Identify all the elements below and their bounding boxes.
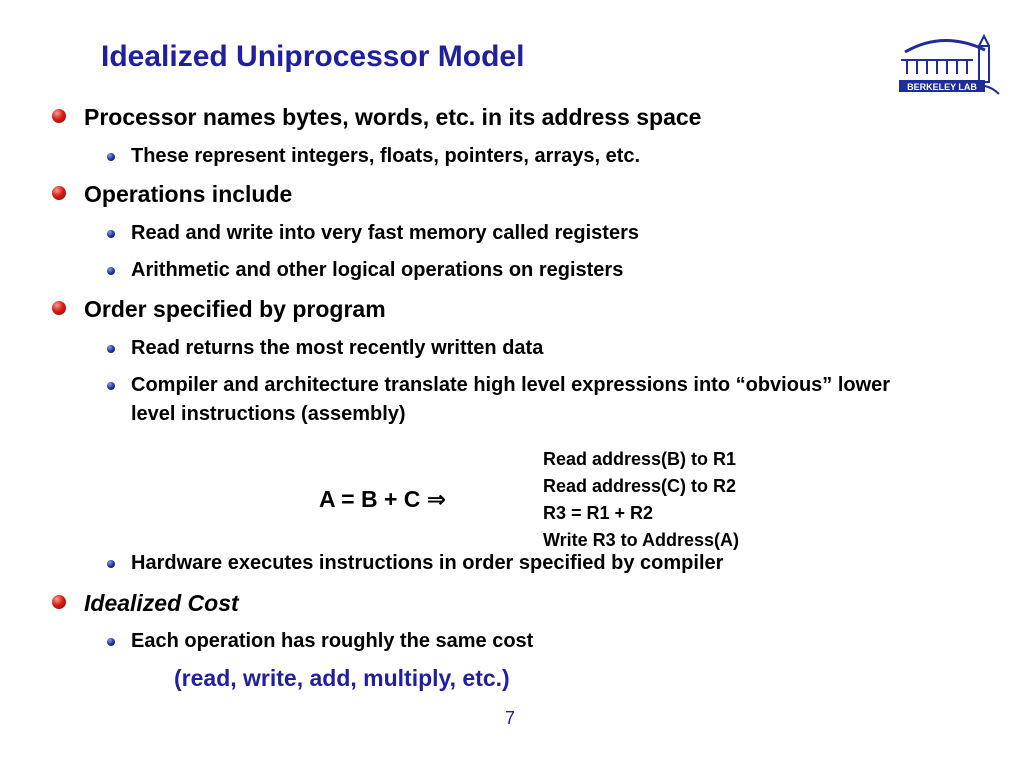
bullet-text: Idealized Cost: [84, 590, 239, 616]
sub-bullet-2-1: [131, 219, 639, 248]
sub-bullet-1-1: [131, 142, 640, 171]
logo-label: BERKELEY LAB: [907, 82, 977, 92]
sub-bullet-text: Read returns the most recently written data: [131, 337, 544, 359]
sub-bullet-3-1: [131, 334, 543, 363]
sub-bullet-3-3: [131, 549, 723, 578]
red-bullet-icon: [52, 301, 66, 315]
instruction-line: Read address(B) to R1: [543, 449, 737, 469]
sub-bullet-text: Compiler and architecture translate high level expressions into “obvious” lower level instructions (assembly): [131, 374, 891, 425]
blue-bullet-icon: [107, 267, 115, 275]
slide-title: Idealized Uniprocessor Model: [101, 40, 525, 73]
example-expression: A = B + C ⇒: [319, 486, 447, 512]
red-bullet-icon: [52, 109, 66, 123]
berkeley-lab-logo: [893, 28, 1003, 96]
assembly-instructions: [543, 446, 739, 554]
bullet-text: Processor names bytes, words, etc. in its address space: [84, 104, 702, 130]
page-number: 7: [505, 708, 516, 728]
bullet-4: [84, 590, 239, 617]
red-bullet-icon: [52, 595, 66, 609]
red-bullet-icon: [52, 186, 66, 200]
sub-bullet-text: Hardware executes instructions in order specified by compiler: [131, 552, 724, 574]
sub-bullet-3-2: [131, 371, 921, 429]
sub-bullet-4-1: [131, 627, 533, 656]
sub-bullet-text: Each operation has roughly the same cost: [131, 630, 534, 652]
sub-bullet-2-2: [131, 256, 623, 285]
bullet-2: [84, 181, 292, 208]
cost-note: (read, write, add, multiply, etc.): [174, 665, 510, 691]
bullet-text: Operations include: [84, 181, 293, 207]
blue-bullet-icon: [107, 560, 115, 568]
sub-bullet-text: Read and write into very fast memory called registers: [131, 222, 639, 244]
sub-bullet-text: Arithmetic and other logical operations on registers: [131, 259, 624, 281]
blue-bullet-icon: [107, 230, 115, 238]
blue-bullet-icon: [107, 153, 115, 161]
instruction-line: R3 = R1 + R2: [543, 503, 654, 523]
blue-bullet-icon: [107, 382, 115, 390]
instruction-line: Write R3 to Address(A): [543, 530, 740, 550]
instruction-line: Read address(C) to R2: [543, 476, 737, 496]
sub-bullet-text: These represent integers, floats, pointers, arrays, etc.: [131, 145, 641, 167]
bullet-1: [84, 104, 701, 131]
blue-bullet-icon: [107, 345, 115, 353]
bullet-text: Order specified by program: [84, 296, 386, 322]
blue-bullet-icon: [107, 638, 115, 646]
bullet-3: [84, 296, 386, 323]
